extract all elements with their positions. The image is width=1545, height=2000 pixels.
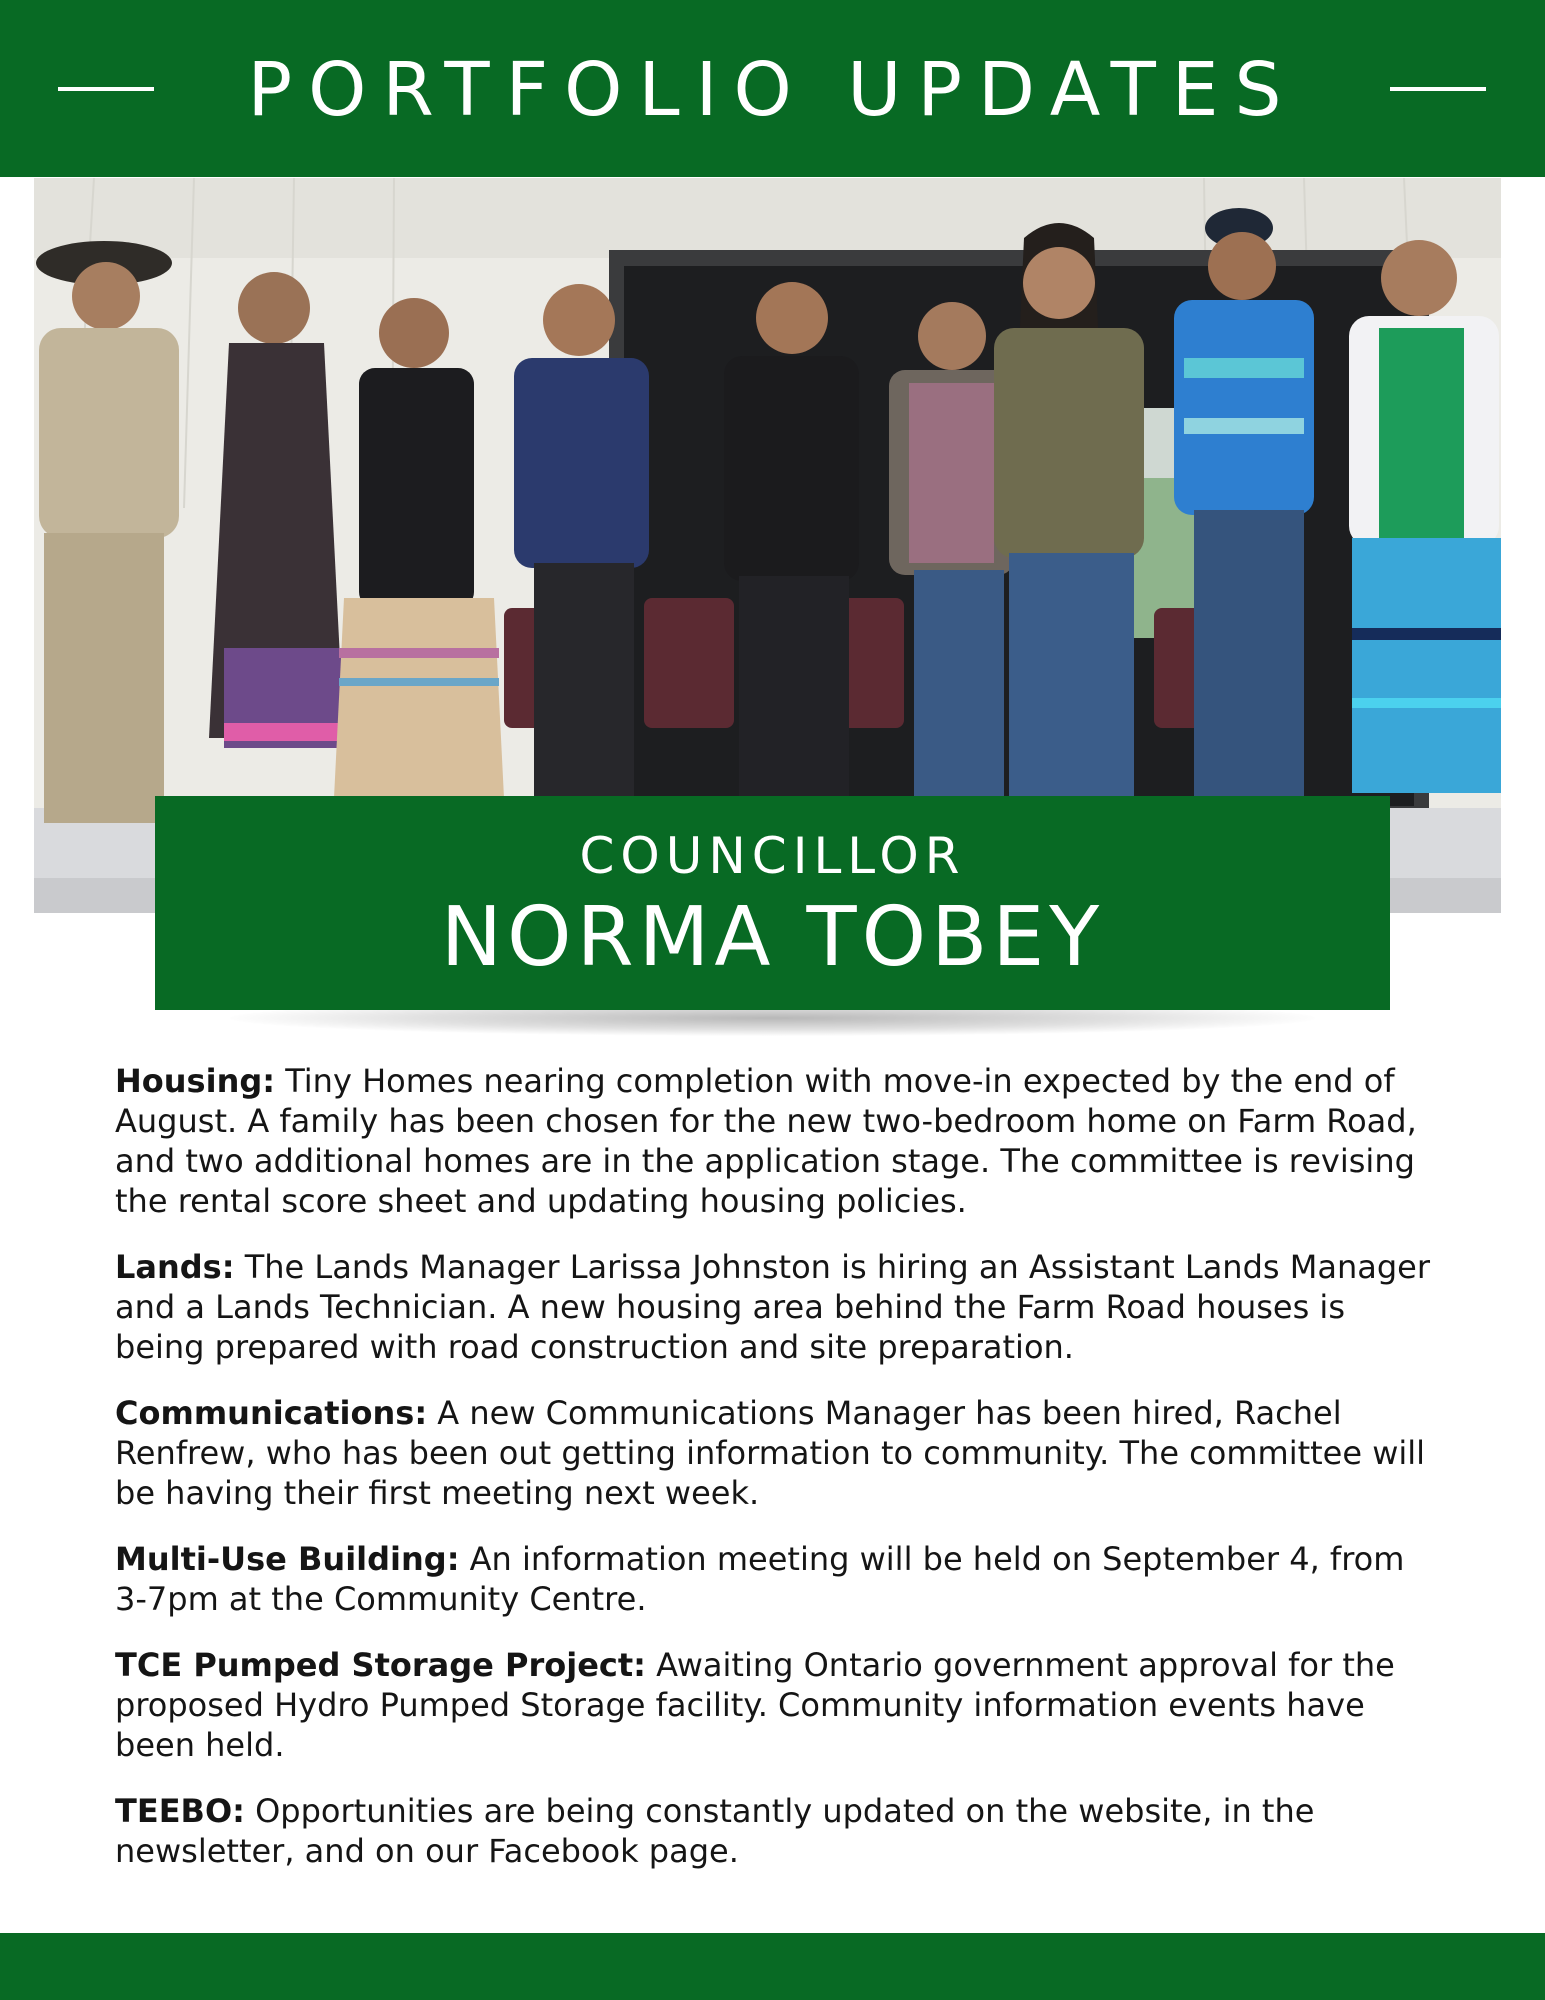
councillor-name: NORMA TOBEY — [440, 890, 1105, 985]
update-label: Communications: — [115, 1394, 428, 1432]
update-label: TCE Pumped Storage Project: — [115, 1646, 646, 1684]
councillor-title: COUNCILLOR — [579, 827, 966, 885]
update-text: Tiny Homes nearing completion with move-in expected by the end of August. A family has been chosen for the new two-bedroom home on Farm Road, and two additional homes are in the application stage. The committee is revising the rental score sheet and updating housing policies. — [115, 1062, 1417, 1220]
update-housing — [115, 1061, 1435, 1221]
update-text: Opportunities are being constantly updated on the website, in the newsletter, and on our Facebook page. — [115, 1792, 1315, 1870]
update-label: Lands: — [115, 1248, 235, 1286]
update-text: The Lands Manager Larissa Johnston is hiring an Assistant Lands Manager and a Lands Technician. A new housing area behind the Farm Road houses is being prepared with road construction and site preparation. — [115, 1248, 1430, 1366]
header-rule-right — [1390, 87, 1486, 91]
update-multi-use-building — [115, 1539, 1435, 1619]
update-label: Housing: — [115, 1062, 276, 1100]
header-rule-left — [58, 87, 154, 91]
page-title: PORTFOLIO UPDATES — [247, 47, 1298, 133]
footer-band — [0, 1933, 1545, 2000]
update-text: A new Communications Manager has been hired, Rachel Renfrew, who has been out getting information to community. The committee will be having their first meeting next week. — [115, 1394, 1426, 1512]
update-communications — [115, 1393, 1435, 1513]
update-label: TEEBO: — [115, 1792, 245, 1830]
nameplate — [155, 796, 1390, 1010]
update-teebo — [115, 1791, 1435, 1871]
update-label: Multi-Use Building: — [115, 1540, 460, 1578]
update-tce-pumped-storage — [115, 1645, 1435, 1765]
update-lands — [115, 1247, 1435, 1367]
update-text: An information meeting will be held on September 4, from 3-7pm at the Community Centre. — [115, 1540, 1405, 1618]
update-text: Awaiting Ontario government approval for the proposed Hydro Pumped Storage facility. Community information events have been held. — [115, 1646, 1395, 1764]
portfolio-updates-list — [115, 1061, 1435, 1897]
header-band — [0, 0, 1545, 177]
